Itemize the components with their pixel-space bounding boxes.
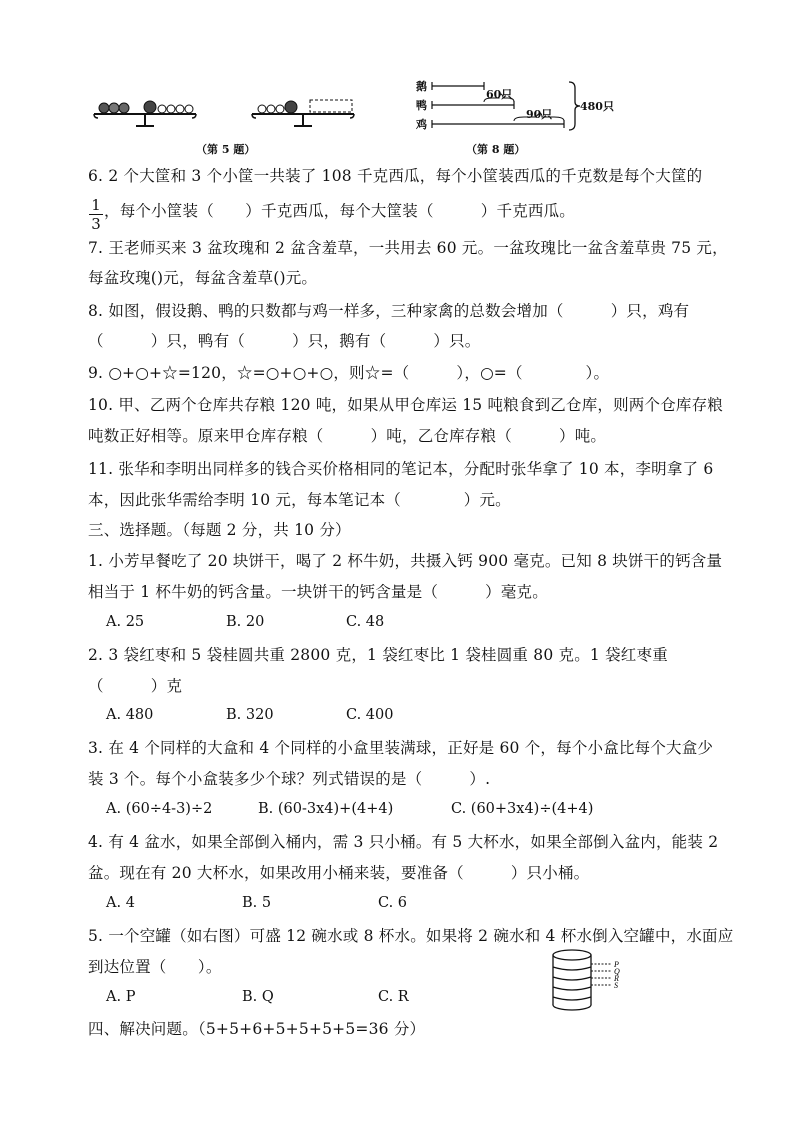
- s3-q2-option-c: C. 400: [346, 707, 394, 723]
- question-9-line-1: 9. ○+○+☆=120，☆=○+○+○，则☆=（ ），○=（ ）。: [88, 364, 610, 382]
- s3-q5-option-c: C. R: [378, 989, 409, 1005]
- question-8-line-2: （ ）只，鸭有（ ）只，鹅有（ ）只。: [88, 332, 481, 350]
- s3-q1-option-c: C. 48: [346, 614, 385, 630]
- s3-question-2-line-1: 2. 3 袋红枣和 5 袋桂圆共重 2800 克，1 袋红枣比 1 袋桂圆重 80 克。1 袋红枣重: [88, 646, 668, 664]
- figure-q8-caption: （第 8 题）: [466, 143, 526, 156]
- scale-1: [94, 101, 196, 126]
- question-7-line-2: 每盆玫瑰()元，每盆含羞草()元。: [88, 269, 318, 287]
- label-diff-90: 90只: [526, 108, 553, 121]
- question-6-line-2: ，每个小筐装（ ）千克西瓜，每个大筐装（ ）千克西瓜。: [104, 202, 576, 220]
- stacked-can-illustration: [550, 947, 630, 1013]
- can-label-p: P: [614, 960, 619, 969]
- question-11-line-2: 本，因此张华需给李明 10 元，每本笔记本（ ）元。: [88, 491, 511, 509]
- question-10-line-2: 吨数正好相等。原来甲仓库存粮（ ）吨，乙仓库存粮（ ）吨。: [88, 427, 607, 445]
- question-11-line-1: 11. 张华和李明出同样多的钱合买价格相同的笔记本，分配时张华拿了 10 本，李明拿了 6: [88, 460, 714, 478]
- figure-q5-caption: （第 5 题）: [196, 143, 256, 156]
- balance-scales-illustration: [92, 96, 382, 142]
- label-total-480: 480只: [580, 100, 614, 113]
- segment-lines: [414, 78, 624, 138]
- s3-q2-option-a: A. 480: [106, 707, 154, 723]
- fraction-denominator: 3: [91, 215, 101, 233]
- s3-q3-option-b: B. (60-3x4)+(4+4): [258, 801, 394, 817]
- can-label-s: S: [614, 981, 618, 990]
- s3-q1-option-b: B. 20: [226, 614, 265, 630]
- s3-q4-option-a: A. 4: [106, 895, 135, 911]
- s3-q3-option-a: A. (60÷4-3)÷2: [106, 801, 213, 817]
- section-3-title: 三、选择题。（每题 2 分，共 10 分）: [88, 521, 351, 539]
- fraction-numerator: 1: [89, 197, 103, 215]
- figure-can: [550, 947, 630, 1013]
- label-duck: 鸭: [416, 99, 427, 112]
- can-label-r: R: [614, 974, 619, 983]
- s3-question-4-line-1: 4. 有 4 盆水，如果全部倒入桶内，需 3 只小桶。有 5 大杯水，如果全部倒入盆内，能装 2: [88, 833, 719, 851]
- s3-q3-option-c: C. (60+3x4)÷(4+4): [451, 801, 594, 817]
- s3-q1-option-a: A. 25: [106, 614, 145, 630]
- s3-q2-option-b: B. 320: [226, 707, 274, 723]
- s3-question-2-line-2: （ ）克: [88, 677, 183, 695]
- s3-q5-option-b: B. Q: [242, 989, 274, 1005]
- s3-question-3-line-1: 3. 在 4 个同样的大盒和 4 个同样的小盒里装满球，正好是 60 个，每个小盒比每个大盒少: [88, 739, 714, 757]
- s3-question-3-line-2: 装 3 个。每个小盒装多少个球？列式错误的是（ ）.: [88, 770, 491, 788]
- can-label-q: Q: [614, 967, 620, 976]
- question-8-line-1: 8. 如图，假设鹅、鸭的只数都与鸡一样多，三种家禽的总数会增加（ ）只，鸡有: [88, 302, 690, 320]
- question-6-line-1: 6. 2 个大筐和 3 个小筐一共装了 108 千克西瓜，每个小筐装西瓜的千克数是每个大筐的: [88, 167, 703, 185]
- s3-q5-option-a: A. P: [106, 989, 136, 1005]
- label-goose: 鹅: [416, 80, 427, 93]
- section-4-title: 四、解决问题。（5+5+6+5+5+5+5=36 分）: [88, 1020, 426, 1038]
- label-diff-60: 60只: [486, 88, 513, 101]
- question-7-line-1: 7. 王老师买来 3 盆玫瑰和 2 盆含羞草，一共用去 60 元。一盆玫瑰比一盆含羞草贵 75 元，: [88, 239, 728, 257]
- s3-question-5-line-2: 到达位置（ ）。: [88, 958, 222, 976]
- scale-2: [252, 100, 354, 126]
- s3-q4-option-b: B. 5: [242, 895, 272, 911]
- figure-q8-diagram: [414, 78, 624, 138]
- s3-question-5-line-1: 5. 一个空罐（如右图）可盛 12 碗水或 8 杯水。如果将 2 碗水和 4 杯水倒入空罐中，水面应: [88, 927, 734, 945]
- fraction-one-third: [89, 197, 103, 232]
- s3-question-1-line-2: 相当于 1 杯牛奶的钙含量。一块饼干的钙含量是（ ）毫克。: [88, 583, 548, 601]
- figure-q5-scales: [92, 96, 382, 142]
- question-10-line-1: 10. 甲、乙两个仓库共存粮 120 吨，如果从甲仓库运 15 吨粮食到乙仓库，则两个仓库存粮: [88, 396, 723, 414]
- s3-question-1-line-1: 1. 小芳早餐吃了 20 块饼干，喝了 2 杯牛奶，共摄入钙 900 毫克。已知 8 块饼干的钙含量: [88, 552, 723, 570]
- s3-question-4-line-2: 盆。现在有 20 大杯水，如果改用小桶来装，要准备（ ）只小桶。: [88, 864, 590, 882]
- label-chicken: 鸡: [416, 118, 427, 131]
- s3-q4-option-c: C. 6: [378, 895, 408, 911]
